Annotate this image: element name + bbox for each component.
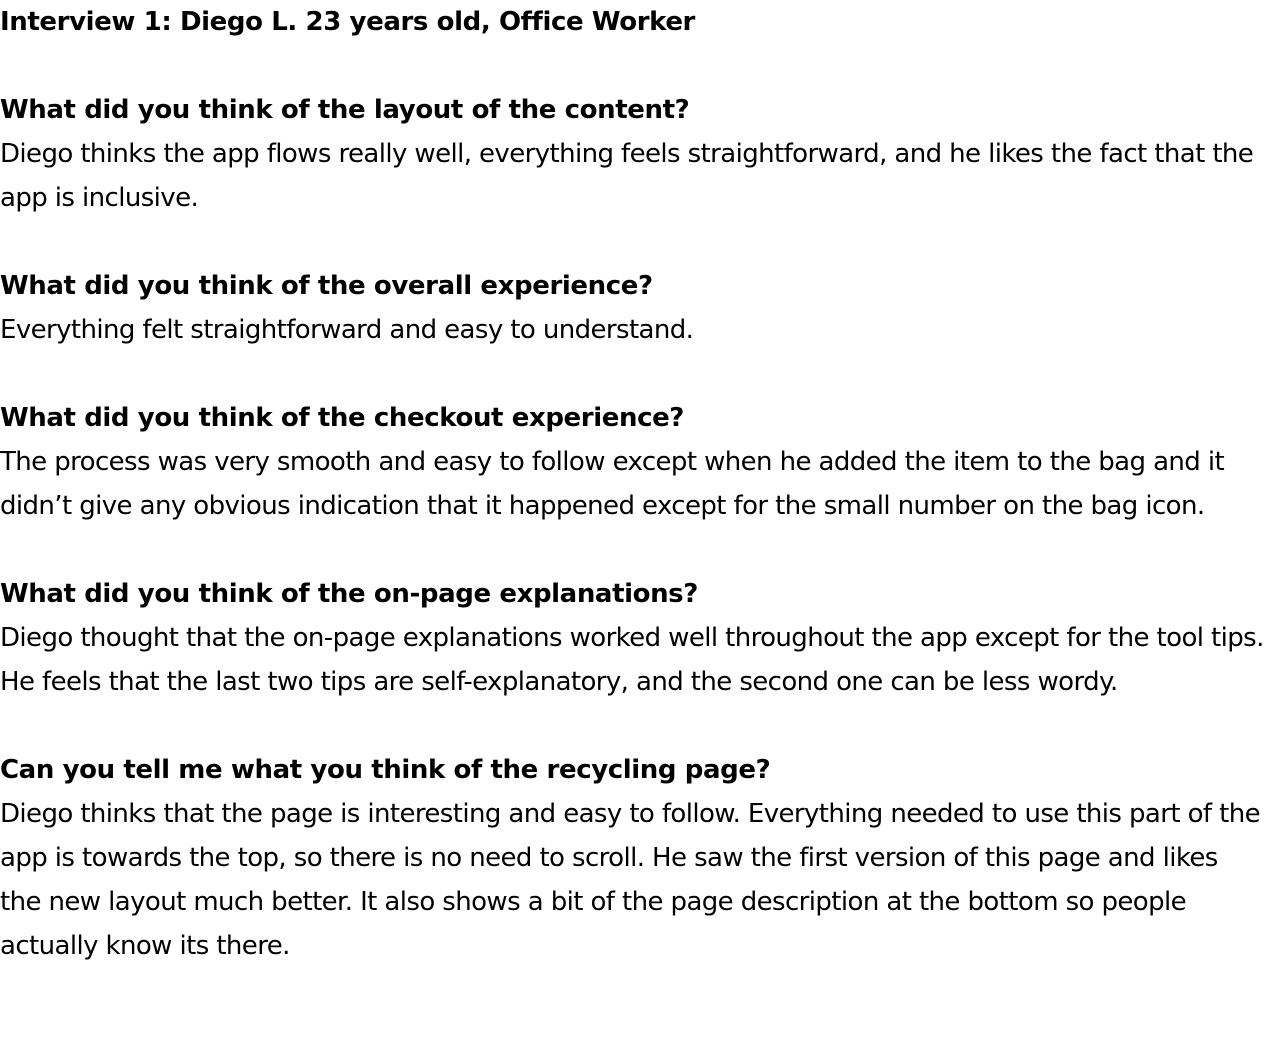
question-heading: What did you think of the checkout experience?: [0, 403, 684, 433]
qa-section-overall-experience: [0, 264, 1264, 352]
answer-text: Everything felt straightforward and easy to understand.: [0, 315, 694, 345]
answer-text: Diego thinks the app flows really well, everything feels straightforward, and he likes the fact that the app is inclusive.: [0, 139, 1254, 213]
question-heading: What did you think of the overall experience?: [0, 271, 653, 301]
qa-section-layout: [0, 88, 1264, 220]
question-heading: Can you tell me what you think of the recycling page?: [0, 755, 771, 785]
answer-text: Diego thought that the on-page explanations worked well throughout the app except for the tool tips. He feels that the last two tips are self-explanatory, and the second one can be less wordy.: [0, 623, 1264, 697]
spacer: [0, 44, 1264, 88]
interview-title: Interview 1: Diego L. 23 years old, Office Worker: [0, 7, 695, 37]
spacer: [0, 528, 1264, 572]
spacer: [0, 220, 1264, 264]
answer-text: The process was very smooth and easy to follow except when he added the item to the bag and it didn’t give any obvious indication that it happened except for the small number on the bag icon.: [0, 447, 1225, 521]
answer-text: Diego thinks that the page is interesting and easy to follow. Everything needed to use this part of the app is towards the top, so there is no need to scroll. He saw the first version of this page and likes the new layout much better. It also shows a bit of the page description at the bottom so people actually know its there.: [0, 799, 1261, 961]
qa-section-checkout: [0, 396, 1264, 528]
question-heading: What did you think of the on-page explanations?: [0, 579, 698, 609]
question-heading: What did you think of the layout of the content?: [0, 95, 690, 125]
spacer: [0, 704, 1264, 748]
qa-section-recycling: [0, 748, 1264, 968]
qa-section-explanations: [0, 572, 1264, 704]
spacer: [0, 352, 1264, 396]
